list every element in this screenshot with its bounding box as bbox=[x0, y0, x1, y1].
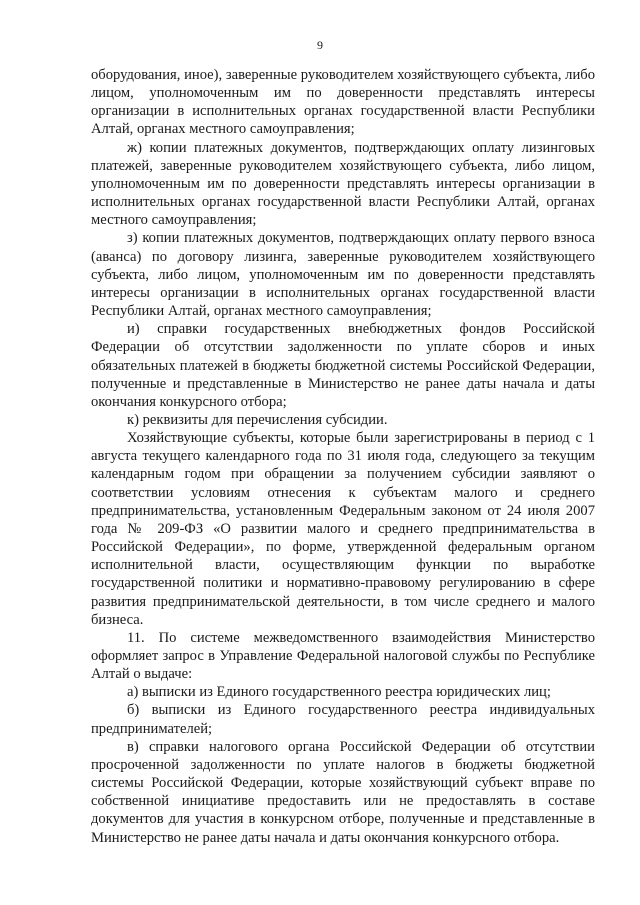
list-item-a: а) выписки из Единого государственного реестра юридических лиц; bbox=[127, 684, 551, 701]
list-item-zh: ж) копии платежных документов, подтверждающих оплату лизинговых платежей, заверенные руководителем хозяйствующего субъекта, либо лицом, уполномоченным им по доверенности представлять интересы организации в исполнительных органах государственной власти Республики Алтай, органах местного самоуправления; bbox=[91, 139, 595, 229]
clause-11: 11. По системе межведомственного взаимодействия Министерство оформляет запрос в Управление Федеральной налоговой службы по Республике Алтай о выдаче: bbox=[91, 629, 595, 683]
page-number: 9 bbox=[317, 38, 323, 52]
list-item-i: и) справки государственных внебюджетных фондов Российской Федерации об отсутствии задолженности по уплате сборов и иных обязательных платежей в бюджеты бюджетной системы Российской Федерации, полученные и представленные в Министерство не ранее даты начала и даты окончания конкурсного отбора; bbox=[91, 321, 595, 410]
document-body bbox=[91, 66, 595, 847]
list-item-k: к) реквизиты для перечисления субсидии. bbox=[127, 411, 388, 428]
list-item-b: б) выписки из Единого государственного реестра индивидуальных предпринимателей; bbox=[91, 702, 595, 737]
list-item-z: з) копии платежных документов, подтверждающих оплату первого взноса (аванса) по договору лизинга, заверенные руководителем хозяйствующего субъекта, либо лицом, уполномоченным им по доверенности представлять интересы организации в исполнительных органах государственной власти Республики Алтай, органах местного самоуправления; bbox=[91, 230, 595, 320]
paragraph-registration: Хозяйствующие субъекты, которые были зарегистрированы в период с 1 августа текущего календарного года по 31 июля года, следующего за текущим календарным годом при обращении за получением субсидии заявляют о соответствии условиям отнесения к субъектам малого и среднего предпринимательства, установленным Федеральным законом от 24 июля 2007 года № 209-ФЗ «О развитии малого и среднего предпринимательства в Российской Федерации», по форме, утвержденной федеральным органом исполнительной власти, осуществляющим функции по выработке государственной политики и нормативно-правовому регулированию в сфере развития предпринимательской деятельности, в том числе среднего и малого бизнеса. bbox=[91, 430, 595, 628]
list-item-v: в) справки налогового органа Российской Федерации об отсутствии просроченной задолженности по уплате налогов в бюджеты бюджетной системы Российской Федерации, которые хозяйствующий субъект вправе по собственной инициативе предоставить или не предоставлять в составе документов для участия в конкурсном отборе, полученные и представленные в Министерство не ранее даты начала и даты окончания конкурсного отбора. bbox=[91, 738, 595, 846]
paragraph-continuation: оборудования, иное), заверенные руководителем хозяйствующего субъекта, либо лицом, уполномоченным им по доверенности представлять интересы организации в исполнительных органах государственной власти Республики Алтай, органах местного самоуправления; bbox=[91, 67, 595, 138]
